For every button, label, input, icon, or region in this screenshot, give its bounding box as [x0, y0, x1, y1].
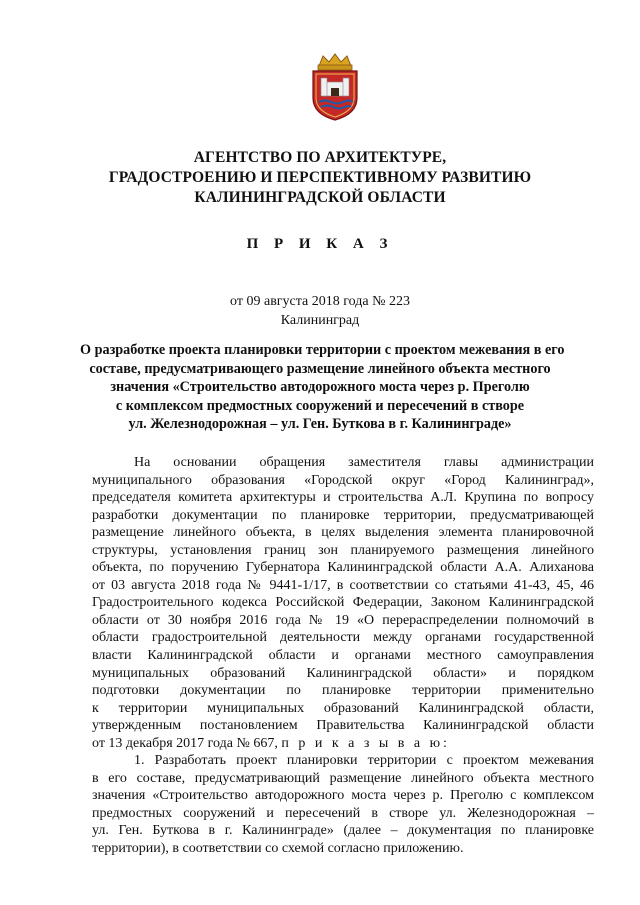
preamble-line: На основании обращения заместителя главы администрации: [134, 455, 594, 470]
preamble-line: власти Калининградской области и органами местного самоуправления: [92, 648, 594, 664]
item-1-paragraph: [92, 752, 594, 857]
preamble-line: разработки документации по планировке территории, предусматривающей: [92, 507, 594, 523]
item-1-line: 1. Разработать проект планировки территории с проектом межевания: [134, 753, 594, 769]
agency-line-2: ГРАДОСТРОЕНИЮ И ПЕРСПЕКТИВНОМУ РАЗВИТИЮ: [108, 169, 532, 186]
preamble-closing: от 13 декабря 2017 года № 667,: [92, 735, 278, 751]
title-line-1: О разработке проекта планировки территории с проектом межевания в его: [80, 342, 565, 358]
preamble-line: структуры, установления границ зон планируемого размещения линейного: [92, 542, 594, 558]
preamble-line: объекта, по поручению Губернатора Калининградской области А.А. Алиханова: [92, 560, 594, 576]
coat-of-arms-emblem: [307, 52, 363, 122]
document-type-heading: П Р И К А З: [246, 236, 394, 252]
agency-line-3: КАЛИНИНГРАДСКОЙ ОБЛАСТИ: [194, 189, 446, 206]
order-word: п р и к а з ы в а ю:: [281, 735, 450, 751]
preamble-line: области градостроительной деятельности между органами государственной: [92, 630, 594, 646]
order-city: Калининград: [280, 313, 360, 328]
preamble-line: Градостроительного кодекса Российской Федерации, Законом Калининградской: [92, 595, 594, 611]
item-1-line: ул. Ген. Буткова в г. Калининграде» (далее – документация по планировке: [92, 823, 594, 839]
title-line-3: значения «Строительство автодорожного моста через р. Преголю: [110, 379, 530, 396]
agency-line-1: АГЕНТСТВО ПО АРХИТЕКТУРЕ,: [193, 149, 447, 166]
item-1-line: в его составе, предусматривающий размещение линейного объекта местного: [92, 770, 594, 786]
item-1-line: значения «Строительство автодорожного моста через р. Преголю с комплексом: [92, 788, 594, 804]
preamble-line: к территории муниципальных образований Калининградской области,: [92, 700, 594, 716]
preamble-line: утвержденным постановлением Правительства Калининградской области: [92, 718, 594, 734]
preamble-line: области от 30 ноября 2016 года № 19 «О перераспределении полномочий в: [92, 612, 594, 628]
preamble-line: размещение линейного объекта, в целях выделения элемента планировочной: [92, 525, 594, 541]
document-meta: [0, 292, 640, 330]
agency-name: [60, 148, 580, 208]
title-line-4: с комплексом предмостных сооружений и пересечений в створе: [115, 397, 525, 414]
order-title: [80, 341, 565, 434]
preamble-line: председателя комитета архитектуры и строительства А.Л. Крупина по вопросу: [92, 490, 594, 506]
preamble-paragraph: [92, 454, 594, 752]
preamble-line: муниципального образования «Городской округ «Город Калининград»,: [92, 472, 594, 488]
item-1-line: территории), в соответствии со схемой согласно приложению.: [92, 841, 464, 857]
order-body: [92, 454, 594, 858]
order-date-number: от 09 августа 2018 года № 223: [230, 294, 410, 309]
preamble-line: от 03 августа 2018 года № 9441-1/17, в соответствии со статьями 41-43, 45, 46: [92, 577, 594, 593]
preamble-line: подготовки документации по планировке территории применительно: [92, 683, 594, 699]
item-1-line: предмостных сооружений и пересечений в створе ул. Железнодорожная –: [92, 805, 594, 821]
preamble-line: муниципальных образований Калининградской области» и порядком: [92, 665, 594, 681]
title-line-5: ул. Железнодорожная – ул. Ген. Буткова в г. Калининграде»: [128, 416, 512, 433]
preamble-last-line: [92, 735, 594, 753]
title-line-2: составе, предусматривающего размещение линейного объекта местного: [89, 360, 551, 377]
